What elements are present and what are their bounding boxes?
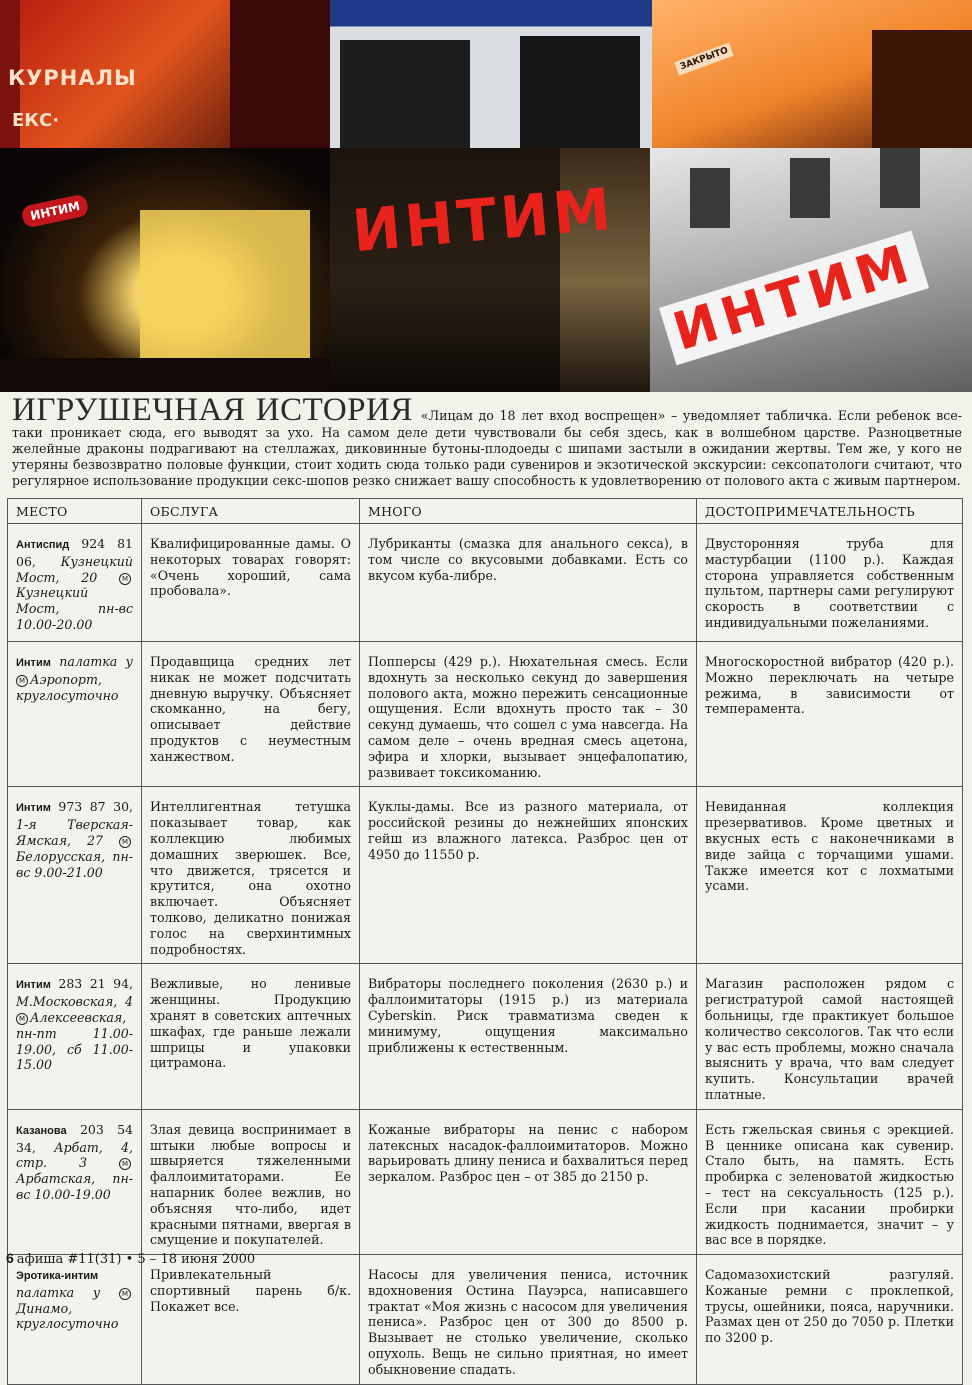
shop-phone: 203 54 34, [16, 1121, 133, 1155]
shop-name: Казанова [16, 1124, 67, 1137]
metro-icon: М [16, 1013, 28, 1025]
shop-metro: Аэропорт, [30, 671, 102, 687]
shop-hours: пн-вс 10.00-20.00 [16, 601, 133, 632]
shop-metro: Кузнецкий Мост, [16, 585, 89, 617]
sign-magazines: КУРНАЛЫ [8, 66, 137, 90]
sign-intim-heart: ИНТИМ [20, 193, 89, 228]
many-cell: Куклы-дамы. Все из разного материала, от российской резины до нежнейших японских гейш из влажного латекса. Разброс цен от 4950 до 11550 р. [360, 787, 697, 964]
photo-storefront-columns [330, 0, 652, 148]
intro-text: «Лицам до 18 лет вход воспрещен» – уведомляет табличка. Если ребенок все-таки проникает сюда, его выводят за ухо. На самом деле дети чувствовали бы себя здесь, как в волшебном царстве. Разноцветные желейные драконы подрагивают на стеллажах, диковинные бутоны-плодоеды с шипами застыли в ожидании жертвы. Тем же, у кого не утеряны безвозвратно половые функции, стоит ходить сюда только ради сувениров и экзотической экскурсии: сексопатологи считают, что регулярное использование продукции секс-шопов резко снижает вашу способность к удовлетворению от полового акта с живым партнером. [12, 408, 963, 488]
header-many: МНОГО [360, 499, 697, 524]
shop-address: М.Московская, 4 [16, 994, 133, 1010]
sign-intim-facade: ИНТИМ [659, 231, 929, 366]
shop-name: Интим [16, 802, 51, 815]
table-row [8, 524, 963, 642]
metro-icon: М [119, 836, 131, 848]
page-number: 6 [6, 1250, 14, 1266]
metro-icon: М [119, 573, 131, 585]
many-cell: Попперсы (429 р.). Нюхательная смесь. Если вдохнуть за несколько секунд до завершения полового акта, можно пережить сенсационные ощущения. Если вдохнуть просто так – 30 секунд думаешь, что сошел с ума навсегда. На самом деле – очень вредная смесь ацетона, эфира и хлорки, вызывает энцефалопатию, развивает токсикоманию. [360, 642, 697, 787]
table-header-row [8, 499, 963, 524]
metro-icon: М [16, 675, 28, 687]
staff-cell: Злая девица воспринимает в штыки любые вопросы и швыряется тяжеленными фаллоимитаторами. Ее напарник более вежлив, но объясняя что-либо, идет красными пятнами, ввергая в смущение и покупателей. [142, 1109, 360, 1254]
shop-hours: пн-вс 10.00-19.00 [16, 1171, 133, 1202]
place-cell [8, 524, 142, 642]
many-cell: Вибраторы последнего поколения (2630 р.) и фаллоимитаторы (1915 р.) из материала Cyberskin. Риск травматизма сведен к минимуму, ощущения максимально приближены к естественным. [360, 964, 697, 1109]
header-place: МЕСТО [8, 499, 142, 524]
table-row [8, 787, 963, 964]
sign-closed: ЗАКРЫТО [674, 42, 734, 75]
shop-address: Кузнецкий Мост, 20 [16, 553, 133, 585]
header-staff: ОБСЛУГА [142, 499, 360, 524]
notable-cell: Садомазохистский разгуляй. Кожаные ремни с проклепкой, трусы, ошейники, пояса, наручники. Размах цен от 250 до 7050 р. Плетки по 3200 р. [697, 1255, 963, 1385]
sign-sex: ЕКС· [12, 110, 60, 131]
shop-address: 1-я Тверская-Ямская, 27 [16, 817, 133, 848]
shop-phone: 973 87 30, [58, 799, 133, 815]
staff-cell: Квалифицированные дамы. О некоторых товарах говорят: «Очень хороший, сама пробовала». [142, 524, 360, 642]
shop-name: Интим [16, 979, 51, 992]
metro-icon: М [119, 1158, 131, 1170]
table-row [8, 964, 963, 1109]
many-cell: Насосы для увеличения пениса, источник вдохновения Остина Пауэрса, написавшего трактат «Моя жизнь с насосом для увеличения пениса». Разброс цен от 300 до 8500 р. Вызывает не столько увеличение, сколько опухоль. Вещь не сильно приятная, но имеет обыкновение спадать. [360, 1255, 697, 1385]
many-cell: Кожаные вибраторы на пенис с набором латексных насадок-фаллоимитаторов. Можно варьировать длину пениса и бахвалиться перед зеркалом. Разброс цен – от 385 до 2150 р. [360, 1109, 697, 1254]
shop-address: палатка у [16, 1284, 101, 1300]
notable-cell: Многоскоростной вибратор (420 р.). Можно переключать на четыре режима, в зависимости от темперамента. [697, 642, 963, 787]
issue-info: афиша #11(31) • 5 – 18 июня 2000 [16, 1252, 256, 1267]
shop-name: Антиспид [16, 539, 70, 551]
notable-cell: Есть гжельская свинья с эрекцией. В ценнике описана как сувенир. Стало быть, на память. Есть пробирка с зеленоватой жидкостью – тест на сексуальность (125 р.). Если при касании пробирки жидкость поднимается, значит – у вас все в порядке. [697, 1109, 963, 1254]
shop-name: Интим [16, 657, 51, 669]
header-notable: ДОСТОПРИМЕЧАТЕЛЬНОСТЬ [697, 499, 963, 524]
article-headline: ИГРУШЕЧНАЯ ИСТОРИЯ [12, 392, 413, 428]
place-cell [8, 964, 142, 1109]
table-row [8, 1109, 963, 1254]
staff-cell: Интеллигентная тетушка показывает товар, как коллекцию любимых домашних зверюшек. Все, что движется, трясется и крутится, она охотно включает. Объясняет толково, деликатно понижая голос на сверхинтимных подробностях. [142, 787, 360, 964]
table-row [8, 642, 963, 787]
photo-kiosk-night [0, 148, 330, 392]
shop-metro: Арбатская, [16, 1171, 96, 1187]
shop-address: палатка у [59, 654, 133, 669]
shop-phone: 283 21 94, [58, 976, 133, 992]
notable-cell: Двусторонняя труба для мастурбации (1100 р.). Каждая сторона управляется собственным пультом, партнеры сами регулируют скорость в соответствии с индивидуальными пожеланиями. [697, 524, 963, 642]
shop-name: Эротика-интим [16, 1270, 99, 1283]
notable-cell: Магазин расположен рядом с регистратурой самой настоящей больницы, где практикует большое количество сексологов. Так что если у вас есть проблемы, можно сначала выяснить у врача, что вам следует купить. Консультации врачей платные. [697, 964, 963, 1109]
shop-phone: 924 81 06, [16, 536, 133, 569]
shop-hours: пн-пт 11.00-19.00, сб 11.00-15.00 [16, 1025, 133, 1073]
place-cell [8, 642, 142, 787]
staff-cell: Привлекательный спортивный парень б/к. Покажет все. [142, 1255, 360, 1385]
place-cell [8, 787, 142, 964]
place-cell [8, 1255, 142, 1385]
sign-intim-large: ИНТИМ [349, 174, 618, 266]
shop-hours: пн-вс 9.00-21.00 [16, 848, 133, 880]
photo-closed-door [652, 0, 972, 148]
notable-cell: Невиданная коллекция презервативов. Кроме цветных и вкусных есть с наконечниками в виде зайца с торчащими ушами. Также имеется кот с лохматыми усами. [697, 787, 963, 964]
many-cell: Лубриканты (смазка для анального секса), в том числе со вкусовыми добавками. Есть со вкусом куба-либре. [360, 524, 697, 642]
shop-hours: круглосуточно [16, 1316, 119, 1332]
shop-address: Арбат, 4, стр. 3 [16, 1139, 133, 1171]
shop-metro: Белорусская, [16, 848, 106, 864]
staff-cell: Продавщица средних лет никак не может подсчитать дневную выручку. Объясняет скомканно, на бегу, описывает действие продуктов с неуместным ханжеством. [142, 642, 360, 787]
table-row [8, 1255, 963, 1385]
shop-metro: Динамо, [16, 1300, 73, 1316]
shop-hours: круглосуточно [16, 687, 119, 703]
photo-collage [0, 0, 972, 392]
staff-cell: Вежливые, но ленивые женщины. Продукцию хранят в советских аптечных шкафах, где раньше лежали шприцы и упаковки цитрамона. [142, 964, 360, 1109]
article-intro [12, 392, 963, 489]
shop-metro: Алексеевская, [30, 1009, 127, 1025]
place-cell [8, 1109, 142, 1254]
page-footer [6, 1250, 255, 1267]
metro-icon: М [119, 1288, 131, 1300]
